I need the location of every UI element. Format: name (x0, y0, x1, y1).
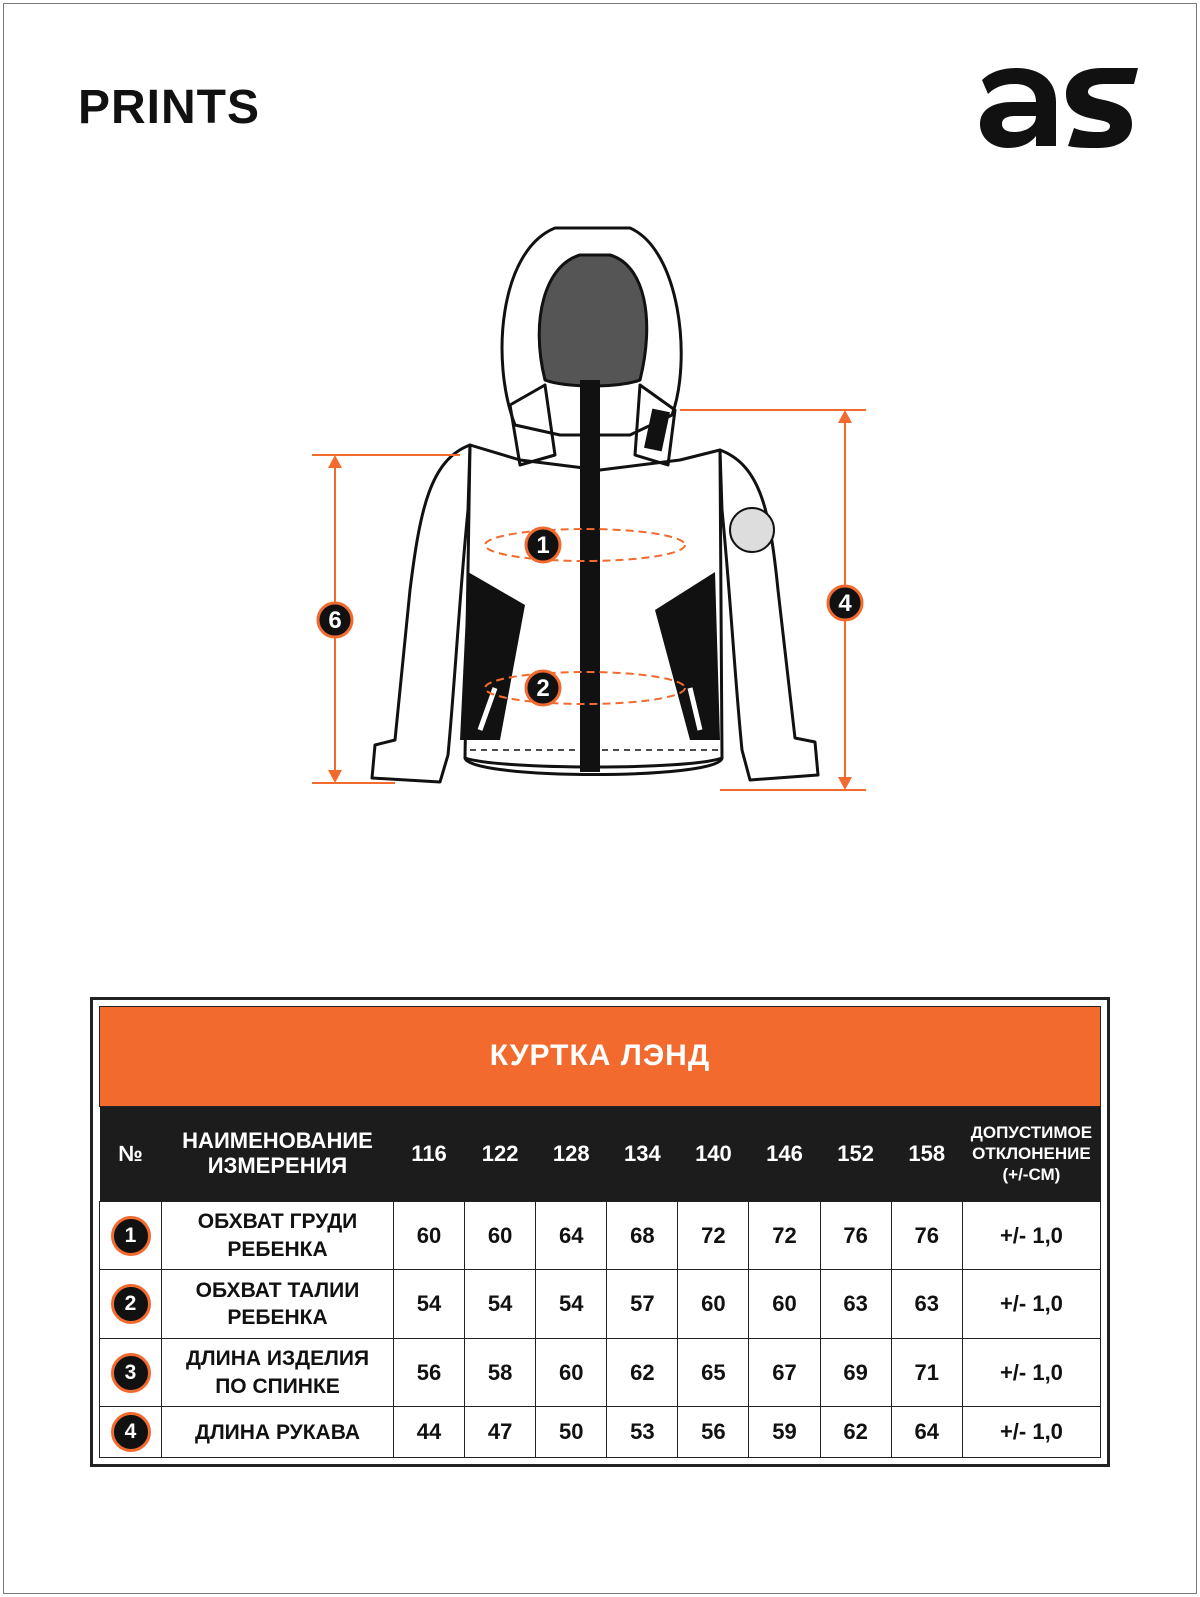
right-dark-panel (655, 572, 720, 740)
svg-text:4: 4 (838, 590, 852, 617)
col-size: 146 (749, 1106, 820, 1201)
measurement-value: 62 (607, 1338, 678, 1407)
measurement-name: ДЛИНА РУКАВА (162, 1407, 394, 1458)
marker-1 (526, 528, 560, 562)
col-tolerance: ДОПУСТИМОЕ ОТКЛОНЕНИЕ (+/-СМ) (962, 1106, 1100, 1201)
measurement-value: 44 (394, 1407, 465, 1458)
measurement-value: 69 (820, 1338, 891, 1407)
measurement-value: 72 (749, 1201, 820, 1270)
tolerance-value: +/- 1,0 (962, 1338, 1100, 1407)
tolerance-value: +/- 1,0 (962, 1407, 1100, 1458)
measurement-value: 60 (394, 1201, 465, 1270)
measurement-value: 76 (820, 1201, 891, 1270)
col-name: НАИМЕНОВАНИЕ ИЗМЕРЕНИЯ (162, 1106, 394, 1201)
row-number-cell (100, 1338, 162, 1407)
tolerance-value: +/- 1,0 (962, 1201, 1100, 1270)
col-num: № (100, 1106, 162, 1201)
brand-logo (978, 66, 1143, 150)
svg-text:6: 6 (328, 607, 342, 634)
measurement-value: 60 (536, 1338, 607, 1407)
table-row (100, 1270, 1101, 1339)
measurement-value: 68 (607, 1201, 678, 1270)
measurement-value: 63 (820, 1270, 891, 1339)
measurement-value: 54 (465, 1270, 536, 1339)
brand-title: PRINTS (78, 81, 261, 134)
jacket-diagram (0, 210, 1200, 830)
col-size: 128 (536, 1106, 607, 1201)
row-number-cell (100, 1270, 162, 1339)
col-size: 152 (820, 1106, 891, 1201)
measurement-value: 54 (536, 1270, 607, 1339)
table-row (100, 1201, 1101, 1270)
measurement-value: 76 (891, 1201, 962, 1270)
table-title: КУРТКА ЛЭНД (100, 1007, 1101, 1107)
left-sleeve (372, 445, 470, 782)
measurement-value: 65 (678, 1338, 749, 1407)
measurement-value: 64 (891, 1407, 962, 1458)
col-size: 122 (465, 1106, 536, 1201)
tolerance-value: +/- 1,0 (962, 1270, 1100, 1339)
table-row (100, 1338, 1101, 1407)
row-number-cell (100, 1201, 162, 1270)
measurement-value: 67 (749, 1338, 820, 1407)
marker-6 (318, 603, 352, 637)
row-number-badge: 3 (111, 1353, 151, 1393)
row-number-badge: 1 (111, 1216, 151, 1256)
marker-4 (828, 586, 862, 620)
table-title-row (100, 1007, 1101, 1107)
measurement-name: ОБХВАТ ТАЛИИ РЕБЕНКА (162, 1270, 394, 1339)
col-size: 158 (891, 1106, 962, 1201)
measurement-value: 47 (465, 1407, 536, 1458)
table-row (100, 1407, 1101, 1458)
measurement-value: 50 (536, 1407, 607, 1458)
svg-text:1: 1 (536, 532, 550, 559)
measurement-value: 56 (394, 1338, 465, 1407)
measurement-name: ОБХВАТ ГРУДИ РЕБЕНКА (162, 1201, 394, 1270)
measurement-value: 63 (891, 1270, 962, 1339)
measurement-value: 57 (607, 1270, 678, 1339)
measurement-value: 53 (607, 1407, 678, 1458)
front-zipper (580, 380, 600, 772)
hood-inner (539, 255, 647, 386)
measurement-value: 60 (749, 1270, 820, 1339)
row-number-cell (100, 1407, 162, 1458)
marker-2 (526, 671, 560, 705)
col-size: 134 (607, 1106, 678, 1201)
size-table (99, 1006, 1101, 1458)
measurement-value: 60 (678, 1270, 749, 1339)
svg-text:2: 2 (536, 675, 550, 702)
row-number-badge: 2 (111, 1284, 151, 1324)
right-sleeve (720, 450, 818, 780)
measurement-value: 58 (465, 1338, 536, 1407)
table-header-row (100, 1106, 1101, 1201)
size-chart (90, 997, 1110, 1467)
measurement-value: 71 (891, 1338, 962, 1407)
measurement-value: 54 (394, 1270, 465, 1339)
measurement-value: 60 (465, 1201, 536, 1270)
measurement-value: 72 (678, 1201, 749, 1270)
measurement-name: ДЛИНА ИЗДЕЛИЯ ПО СПИНКЕ (162, 1338, 394, 1407)
measurement-value: 59 (749, 1407, 820, 1458)
col-size: 116 (394, 1106, 465, 1201)
col-size: 140 (678, 1106, 749, 1201)
measurement-value: 62 (820, 1407, 891, 1458)
row-number-badge: 4 (111, 1412, 151, 1452)
measurement-value: 64 (536, 1201, 607, 1270)
left-dark-panel (460, 572, 525, 740)
measurement-value: 56 (678, 1407, 749, 1458)
